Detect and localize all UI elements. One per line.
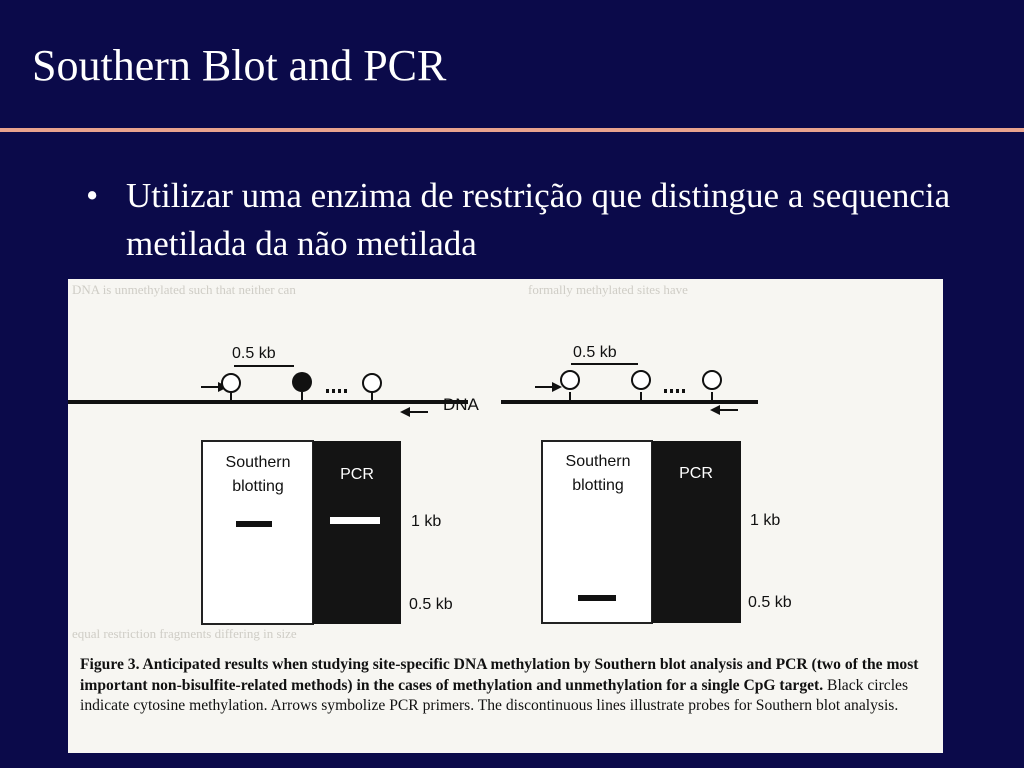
probe-label: 0.5 kb (573, 344, 617, 361)
left-panel (68, 345, 468, 624)
southern-label: blotting (572, 477, 624, 494)
figure-caption (80, 655, 938, 717)
pcr-band (330, 517, 380, 524)
right-panel (501, 344, 792, 623)
southern-band (578, 595, 616, 601)
size-marker-1kb: 1 kb (411, 513, 442, 530)
probe-dots (326, 389, 347, 393)
southern-band (236, 521, 272, 527)
background-text: DNA is unmethylated such that neither can (72, 282, 296, 297)
cpg-site-open-icon (703, 371, 721, 402)
probe-dots (664, 389, 685, 393)
reverse-primer-icon (710, 405, 738, 415)
caption-bold: Figure 3. Anticipated results when studying site-specific DNA methylation by Southern blot analysis and PCR (two of the most important non-bisulfite-related methods) in the cases of methylation and unmethylation for a single CpG target. (80, 656, 919, 694)
size-marker-1kb: 1 kb (750, 512, 781, 529)
methylation-diagram (68, 279, 943, 653)
reverse-primer-icon (400, 407, 428, 417)
cpg-site-open-icon (632, 371, 650, 402)
caption-text: Black circles indicate cytosine methylation. Arrows symbolize PCR primers. The discontinuous lines illustrate probes for Southern blot analysis. (80, 676, 909, 714)
size-marker-05kb: 0.5 kb (748, 594, 792, 611)
cpg-site-open-icon (363, 374, 381, 402)
pcr-label: PCR (679, 465, 713, 482)
bullet-marker: • (86, 176, 99, 215)
cpg-site-methylated-icon (292, 372, 312, 402)
dna-label: DNA (443, 395, 479, 414)
southern-label: Southern (225, 454, 291, 471)
cpg-site-open-icon (222, 374, 240, 402)
background-text: formally methylated sites have (528, 282, 688, 297)
slide-title: Southern Blot and PCR (32, 41, 447, 90)
southern-label: blotting (232, 478, 284, 495)
size-marker-05kb: 0.5 kb (409, 596, 453, 613)
bullet-text: Utilizar uma enzima de restrição que distingue a sequencia metilada da não metilada (126, 176, 951, 263)
pcr-label: PCR (340, 466, 374, 483)
figure-image (68, 279, 943, 753)
probe-label: 0.5 kb (232, 345, 276, 362)
cpg-site-open-icon (561, 371, 579, 402)
southern-label: Southern (565, 453, 631, 470)
background-text: equal restriction fragments differing in size (72, 626, 297, 641)
title-divider (0, 128, 1024, 132)
forward-primer-icon (535, 382, 562, 392)
